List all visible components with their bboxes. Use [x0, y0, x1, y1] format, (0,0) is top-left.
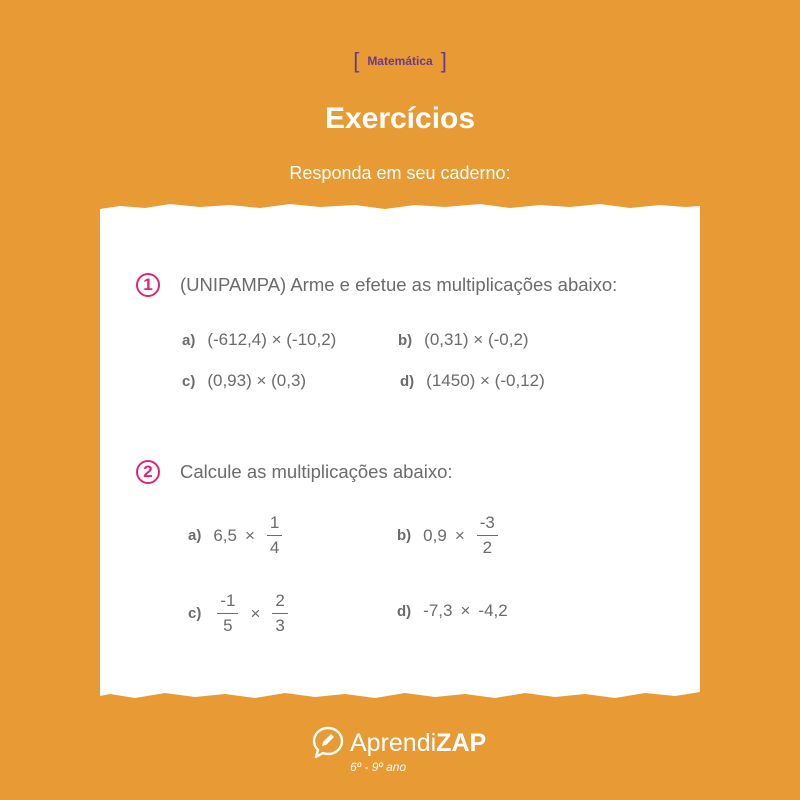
times-sign: ×	[244, 525, 255, 545]
fraction-denominator: 3	[275, 616, 285, 635]
grade-range: 6º - 9º ano	[350, 760, 407, 774]
item-left-operand: 0,9	[423, 525, 447, 545]
item-label: b)	[397, 527, 412, 544]
question-1-number: 1	[136, 273, 160, 297]
brand-logo	[312, 726, 486, 760]
subject-label: Matemática	[367, 54, 433, 68]
item-right-operand: -4,2	[478, 601, 508, 620]
fraction-denominator: 5	[223, 616, 233, 635]
times-sign: ×	[460, 601, 471, 620]
subject-tag	[0, 48, 800, 74]
times-sign: ×	[250, 603, 261, 623]
item-left-operand: -7,3	[423, 601, 453, 620]
item-label: c)	[188, 605, 202, 622]
fraction-numerator: 2	[272, 591, 287, 614]
fraction-numerator: 1	[267, 513, 282, 536]
question-2	[136, 460, 453, 484]
times-sign: ×	[454, 525, 465, 545]
fraction	[267, 513, 282, 558]
q1-item-a	[182, 330, 336, 350]
fraction-numerator: -1	[217, 591, 238, 614]
item-label: b)	[398, 331, 413, 349]
fraction-numerator: -3	[477, 513, 498, 536]
instruction-text: Responda em seu caderno:	[289, 163, 511, 183]
item-expression: (0,93) × (0,3)	[207, 371, 307, 390]
item-label: a)	[182, 331, 196, 349]
brand-name-light: Aprendi	[350, 728, 437, 757]
q2-item-b	[397, 513, 502, 558]
question-1-text: (UNIPAMPA) Arme e efetue as multiplicações abaixo:	[180, 274, 618, 295]
brand-name	[350, 729, 486, 758]
paper-sheet	[100, 203, 700, 700]
fraction-denominator: 4	[269, 538, 280, 557]
item-expression: (1450) × (-0,12)	[426, 371, 545, 390]
fraction	[217, 591, 238, 636]
item-label: d)	[400, 372, 415, 390]
fraction-denominator: 2	[482, 538, 493, 557]
fraction	[272, 591, 287, 636]
page-title: Exercícios	[324, 102, 476, 135]
q2-item-a	[188, 513, 286, 558]
q1-item-c	[182, 371, 306, 391]
q2-item-d	[397, 601, 508, 621]
subject-close-bracket: ]	[440, 48, 447, 73]
brand-name-bold: ZAP	[436, 728, 487, 757]
q2-item-c	[188, 591, 292, 636]
subject-open-bracket: [	[353, 48, 360, 73]
pencil-chat-bubble-icon	[312, 726, 344, 760]
q1-item-d	[400, 371, 545, 391]
fraction	[477, 513, 498, 558]
question-2-number: 2	[136, 460, 160, 484]
item-label: c)	[182, 372, 196, 390]
item-expression: (0,31) × (-0,2)	[424, 330, 529, 349]
item-label: a)	[188, 527, 202, 544]
question-2-text: Calcule as multiplicações abaixo:	[180, 461, 453, 482]
question-1	[136, 273, 617, 297]
q1-item-b	[398, 330, 529, 350]
item-left-operand: 6,5	[213, 525, 237, 545]
item-expression: (-612,4) × (-10,2)	[207, 330, 337, 349]
item-label: d)	[397, 602, 412, 620]
